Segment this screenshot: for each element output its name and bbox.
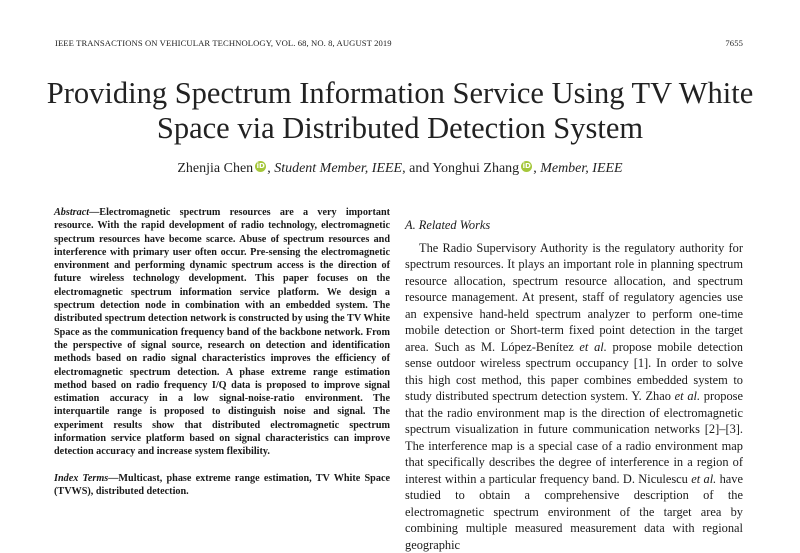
running-header [55, 38, 743, 48]
page-number: 7655 [725, 38, 743, 48]
index-terms-label: Index Terms [54, 473, 108, 484]
author-conjunction: , and [402, 161, 432, 176]
abstract-dash: — [89, 207, 99, 218]
abstract [54, 206, 390, 459]
body-text-2: propose mobile detection sense outdoor wireless spectrum occupancy [1]. In order to solve this high cost method, this paper combines embedded system to study distributed spectrum detection system. Y. Zhao [405, 340, 743, 404]
author-role-2: Member, IEEE [540, 161, 622, 176]
body-text-3: propose that the radio environment map is the direction of electromagnetic spectrum visualization in future communication networks [2]–[3]. The interference map is a special case of a radio environment map that specifically describes the degree of interference in a region of interest within a particular frequency band. D. Niculescu [405, 389, 743, 486]
index-terms-dash: — [108, 473, 118, 484]
index-terms-text: Multicast, phase extreme range estimation, TV White Space (TVWS), distributed detection. [54, 473, 390, 497]
author-line: Zhenjia Chen iD , Student Member, IEEE, and Yonghui Zhang iD , Member, IEEE [40, 161, 760, 177]
body-paragraph [405, 240, 743, 553]
et-al-3: et al. [691, 472, 716, 486]
et-al-1: et al. [579, 340, 606, 354]
body-text-4: have studied to obtain a comprehensive description of the electromagnetic spectrum environment of the target area by combining multiple measured measurement data with regional geographic [405, 472, 743, 552]
journal-name: IEEE TRANSACTIONS ON VEHICULAR TECHNOLOGY, VOL. 68, NO. 8, AUGUST 2019 [55, 38, 392, 48]
abstract-text: Electromagnetic spectrum resources are a very important resource. With the rapid development of radio technology, electromagnetic spectrum resources have become scarce. Abuse of spectrum resources and interference with primary user often occur. Pre-sensing the electromagnetic environment and performing dynamic spectrum access is the direction of future wireless technology development. This paper focuses on the electromagnetic spectrum information service platform. We design a spectrum detection node in combination with an embedded system. The distributed spectrum detection network is constructed by using the TV White Space as the communication frequency band of the backbone network. From the perspective of signal source, research on detection and identification methods based on radio signal characteristics improves the efficiency of electromagnetic spectrum detection. A phase extreme range estimation method based on radio frequency I/Q data is proposed to improve signal estimation accuracy in a low signal-noise-ratio environment. The interquartile range is proposed to distinguish noise and signal. The experiment results show that distributed electromagnetic spectrum information service platform based on signal characteristics can improve detection accuracy and increase system flexibility. [54, 207, 390, 457]
et-al-2: et al. [675, 389, 700, 403]
body-text-1: The Radio Supervisory Authority is the regulatory authority for spectrum resources. It plays an important role in planning spectrum resource allocation, spectrum resource allocation, and spectrum resource management. At present, staff of regulatory agencies use an expensive hand-held spectrum analyzer to perform one-time mobile detection or Short-term fixed point detection in the target area. Such as M. López-Benítez [405, 241, 743, 354]
author-role-1: Student Member, IEEE [274, 161, 402, 176]
orcid-icon[interactable]: iD [521, 161, 532, 172]
right-column [405, 217, 743, 553]
author-name-2: Yonghui Zhang [432, 161, 519, 176]
abstract-label: Abstract [54, 207, 89, 218]
paper-title: Providing Spectrum Information Service Using TV White Space via Distributed Detection System [40, 76, 760, 146]
index-terms [54, 472, 390, 499]
orcid-icon[interactable]: iD [255, 161, 266, 172]
left-column [54, 206, 390, 498]
section-heading: A. Related Works [405, 217, 743, 234]
author-name-1: Zhenjia Chen [177, 161, 253, 176]
